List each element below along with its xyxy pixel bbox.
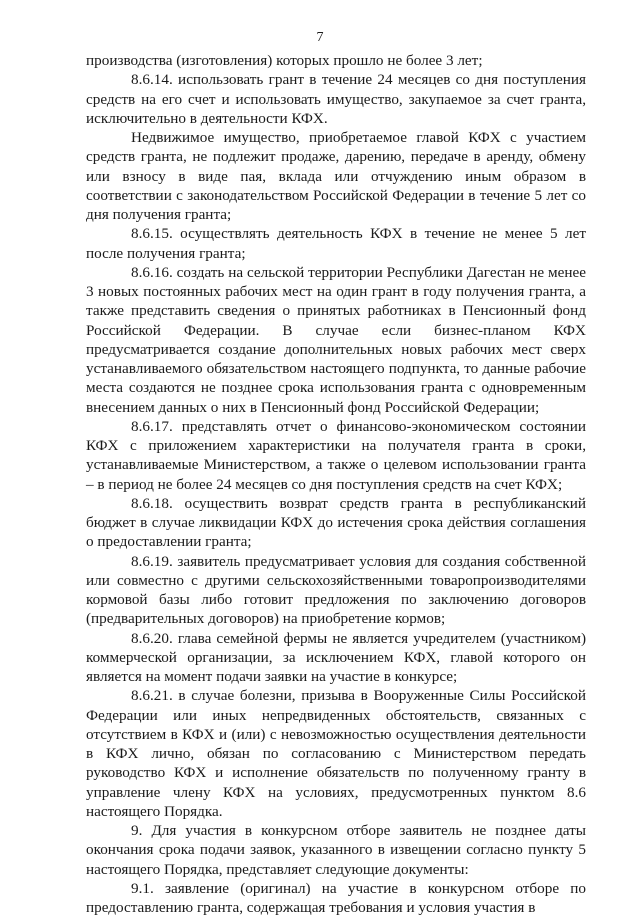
page-number: 7 [316,30,324,45]
paragraph-real-estate: Недвижимое имущество, приобретаемое главой КФХ с участием средств гранта, не подлежит продаже, дарению, передаче в аренду, обмену или взносу в виде пая, вклада или отчуждению иным образом в соответствии с законодательством Российской Федерации в течение 5 лет со дня получения гранта; [86,129,586,223]
paragraph-9: 9. Для участия в конкурсном отборе заявитель не позднее даты окончания срока подачи заявок, указанного в извещении согласно пункту 5 настоящего Порядка, представляет следующие документы: [86,822,586,878]
paragraph-8-6-17: 8.6.17. представлять отчет о финансово-экономическом состоянии КФХ с приложением характеристики на получателя гранта в сроки, устанавливаемые Министерством, а также о целевом использовании гранта – в период не более 24 месяцев со дня поступления средств на счет КФХ; [86,417,586,493]
paragraph-8-6-19: 8.6.19. заявитель предусматривает условия для создания собственной или совместно с другими сельскохозяйственными товаропроизводителями кормовой базы либо готовит предложения по заключению договоров (предварительных договоров) на приобретение кормов; [86,552,586,628]
document-body [86,51,586,917]
paragraph-8-6-16: 8.6.16. создать на сельской территории Республики Дагестан не менее 3 новых постоянных рабочих мест на один грант в году получения гранта, а также представить сведения о принятых работниках в Пенсионный фонд Российской Федерации. В случае если бизнес-планом КФХ предусматривается создание дополнительных новых рабочих мест сверх устанавливаемого обязательством настоящего подпункта, то данные рабочие места создаются не позднее срока использования гранта с одновременным внесением данных о них в Пенсионный фонд Российской Федерации; [86,263,586,416]
paragraph-8-6-20: 8.6.20. глава семейной фермы не является учредителем (участником) коммерческой организации, за исключением КФХ, главой которого он является на момент подачи заявки на участие в конкурсе; [86,629,586,685]
paragraph-8-6-18: 8.6.18. осуществить возврат средств гранта в республиканский бюджет в случае ликвидации КФХ до истечения срока действия соглашения о предоставлении гранта; [86,494,586,551]
paragraph-8-6-21: 8.6.21. в случае болезни, призыва в Вооруженные Силы Российской Федерации или иных непредвиденных обстоятельств, связанных с отсутствием в КФХ и (или) с невозможностью осуществления деятельности в КФХ лично, обязан по согласованию с Министерством передать руководство КФХ и исполнение обязательств по полученному гранту в управление члену КФХ на условиях, предусмотренных пунктом 8.6 настоящего Порядка. [86,687,586,820]
paragraph-continuation: производства (изготовления) которых прошло не более 3 лет; [86,52,483,69]
paragraph-8-6-15: 8.6.15. осуществлять деятельность КФХ в течение не менее 5 лет после получения гранта; [86,225,586,262]
paragraph-8-6-14: 8.6.14. использовать грант в течение 24 месяцев со дня поступления средств на его счет и использовать имущество, закупаемое за счет гранта, исключительно в деятельности КФХ. [86,71,586,127]
paragraph-9-1: 9.1. заявление (оригинал) на участие в конкурсном отборе по предоставлению гранта, содержащая требования и условия участия в [86,879,586,916]
